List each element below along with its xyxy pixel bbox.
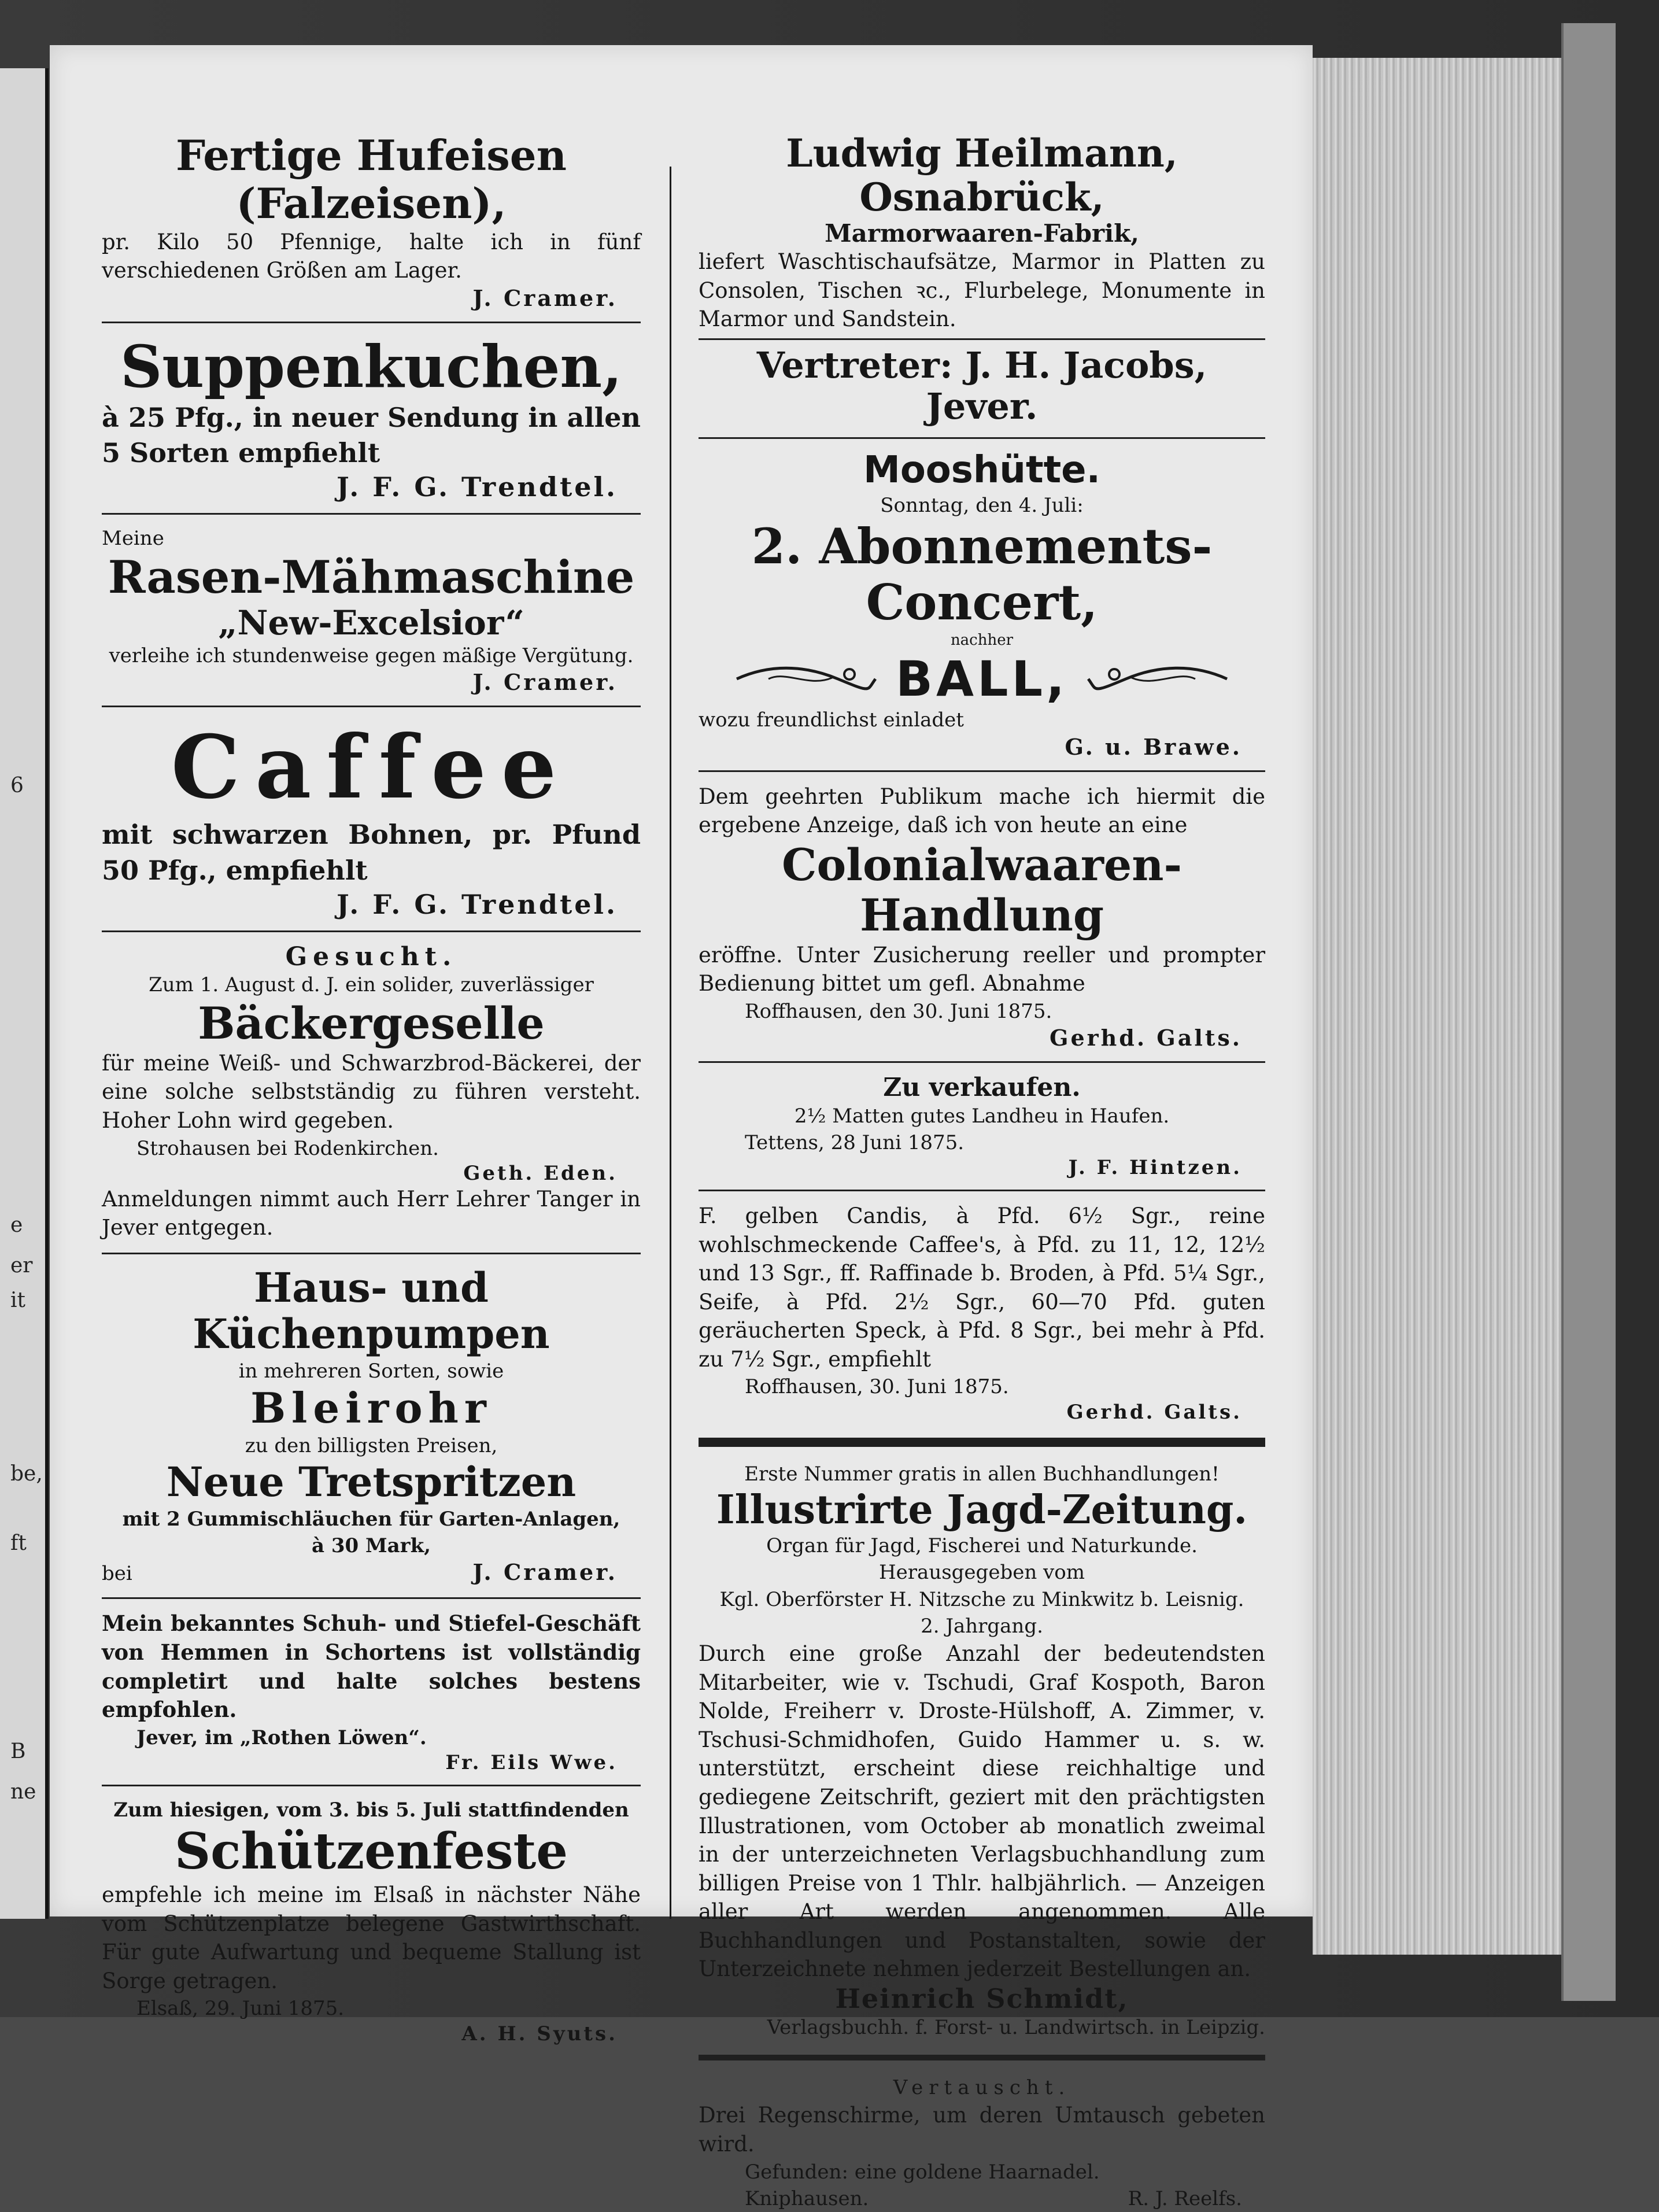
left-fragment: ft <box>10 1531 27 1555</box>
ad-line: in mehreren Sorten, sowie <box>238 1359 504 1383</box>
ad-place: Roffhausen, 30. Juni 1875. <box>745 1375 1009 1399</box>
found-value: eine goldene Haarnadel. <box>854 2160 1100 2184</box>
divider <box>102 513 641 515</box>
ad-body: F. gelben Candis, à Pfd. 6½ Sgr., reine wohlschmeckende Caffee's, à Pfd. zu 11, 12, 12½ und 13 Sgr., ff. Raffinade b. Broden, à Pfd. 5¼ Sgr., Seife, à Pfd. 2½ Sgr., 60—70 Pfd. guten geräucherten Speck, à Pfd. 8 Sgr., bei mehr à Pfd. zu 7½ Sgr., empfiehlt <box>699 1203 1265 1372</box>
ad-suppenkuchen <box>102 334 641 503</box>
divider <box>102 1785 641 1786</box>
ad-body: Dem geehrten Publikum mache ich hiermit die ergebene Anzeige, daß ich von heute an eine <box>699 784 1265 838</box>
ad-vertauscht <box>699 2074 1265 2212</box>
ad-line: 2. Jahrgang. <box>921 1614 1043 1638</box>
ad-pumpen <box>102 1265 641 1587</box>
divider <box>102 706 641 707</box>
ad-representative: Vertreter: J. H. Jacobs, Jever. <box>756 344 1207 428</box>
ad-signature: J. F. Hintzen. <box>1068 1156 1242 1179</box>
left-fragment: ne <box>10 1780 36 1804</box>
ad-title: Illustrirte Jagd-Zeitung. <box>716 1486 1248 1533</box>
ad-body: mit schwarzen Bohnen, pr. Pfund 50 Pfg., empfiehlt <box>102 819 641 886</box>
ad-line: Zum hiesigen, vom 3. bis 5. Juli stattfindenden <box>113 1798 629 1822</box>
ad-subtitle: Marmorwaaren-Fabrik, <box>825 219 1139 248</box>
ad-bei: bei <box>102 1562 132 1586</box>
ad-signature: J. F. G. Trendtel. <box>337 888 618 920</box>
ad-title: Schützenfeste <box>175 1822 568 1881</box>
newspaper-page <box>50 45 1313 2210</box>
ad-body: liefert Waschtischaufsätze, Marmor in Platten zu Consolen, Tischen ꝛc., Flurbelege, Monumente in Marmor und Sandstein. <box>699 249 1265 332</box>
ad-rasenmaeher <box>102 525 641 695</box>
ad-colonialwaaren <box>699 782 1265 1051</box>
ad-title: Colonialwaaren-Handlung <box>781 839 1183 941</box>
ad-nachher: nachher <box>950 632 1014 649</box>
left-fragment: it <box>10 1288 25 1312</box>
ad-schuhgeschaeft <box>102 1609 641 1774</box>
divider <box>699 1061 1265 1063</box>
ad-signature: J. Cramer. <box>472 669 618 695</box>
divider <box>699 437 1265 439</box>
ad-line: à 30 Mark, <box>312 1534 431 1557</box>
ad-body: verleihe ich stundenweise gegen mäßige Vergütung. <box>109 644 634 667</box>
ad-title: Mooshütte. <box>863 449 1100 492</box>
right-column <box>699 132 1265 2212</box>
ad-line: Zum 1. August d. J. ein solider, zuverlässiger <box>149 973 594 997</box>
ad-signature: J. Cramer. <box>472 1559 618 1586</box>
ad-hufeisen <box>102 132 641 311</box>
ornament-left-icon <box>734 662 878 696</box>
ad-baeckergeselle <box>102 943 641 1242</box>
ad-title: Ludwig Heilmann, Osnabrück, <box>786 131 1178 220</box>
ad-title: Haus- und Küchenpumpen <box>193 1263 550 1358</box>
ad-invite: wozu freundlichst einladet <box>699 708 964 732</box>
ad-heilmann <box>699 132 1265 427</box>
ad-title: Bäckergeselle <box>198 998 545 1050</box>
ad-subtitle: „New-Excelsior“ <box>218 603 524 642</box>
ad-signature: J. F. G. Trendtel. <box>337 471 618 503</box>
ornament-right-icon <box>1085 662 1230 696</box>
divider <box>102 930 641 932</box>
divider <box>102 1597 641 1599</box>
ad-place: Jever, im „Rothen Löwen“. <box>136 1726 427 1749</box>
ad-line: zu den billigsten Preisen, <box>245 1434 498 1457</box>
divider <box>699 770 1265 772</box>
ad-zu-verkaufen <box>699 1073 1265 1179</box>
ad-place: Elsaß, 29. Juni 1875. <box>136 1997 345 2021</box>
ad-body: Drei Regenschirme, um deren Umtausch gebeten wird. <box>699 2103 1265 2156</box>
ad-title: Fertige Hufeisen (Falzeisen), <box>176 131 567 228</box>
left-fragment: B <box>10 1740 26 1763</box>
ad-body: eröffne. Unter Zusicherung reeller und prompter Bedienung bittet um gefl. Abnahme <box>699 942 1265 996</box>
ad-candis <box>699 1202 1265 1424</box>
ad-body: Durch eine große Anzahl der bedeutendsten Mitarbeiter, wie v. Tschudi, Graf Kospoth, Baron Nolde, Freiherr v. Droste-Hülshoff, A. Zimmer, v. Tschusi-Schmidhofen, Guido Hammer u. s. w. unterstützt, erscheint diese reichhaltige und gediegene Zeitschrift, geziert mit den prächtigsten Illustrationen, vom October ab monatlich zweimal in der unterzeichneten Verlagsbuchhandlung zum billigen Preise von 1 Thlr. halbjährlich. — Anzeigen aller Art werden angenommen. Alle Buchhandlungen und Postanstalten, sowie der Unterzeichnete nehmen jederzeit Bestellungen an. <box>699 1641 1265 1982</box>
divider <box>699 338 1265 340</box>
ad-signature: Gerhd. Galts. <box>1050 1024 1242 1051</box>
ball-ornament <box>699 651 1265 707</box>
divider <box>102 1253 641 1254</box>
ad-title2: Bleirohr <box>250 1383 492 1433</box>
ad-body: 2½ Matten gutes Landheu in Haufen. <box>794 1104 1170 1128</box>
column-rule <box>670 167 671 1919</box>
ad-body: für meine Weiß- und Schwarzbrod-Bäckerei, der eine solche selbstständig zu führen versteht. Hoher Lohn wird gegeben. <box>102 1050 641 1133</box>
left-fragment: be, <box>10 1462 43 1486</box>
book-cover-edge <box>1561 23 1616 2001</box>
ad-body: à 25 Pfg., in neuer Sendung in allen 5 Sorten empfiehlt <box>102 401 641 469</box>
ad-title: Rasen-Mähmaschine <box>108 551 635 604</box>
ad-line: Kgl. Oberförster H. Nitzsche zu Minkwitz b. Leisnig. <box>719 1587 1244 1611</box>
ad-jagdzeitung <box>699 1461 1265 2041</box>
left-page-edge <box>0 68 49 1919</box>
book-page-edges <box>1313 58 1584 1955</box>
ad-line: Erste Nummer gratis in allen Buchhandlungen! <box>744 1462 1220 1486</box>
divider <box>102 322 641 323</box>
ad-pre: Meine <box>102 527 164 550</box>
left-fragment: 6 <box>10 774 24 797</box>
left-fragment: e <box>10 1213 23 1237</box>
found-label: Gefunden: <box>745 2160 848 2184</box>
ad-title: Zu verkaufen. <box>883 1072 1081 1102</box>
ad-signature: Geth. Eden. <box>463 1161 618 1185</box>
ad-title3: Neue Tretspritzen <box>166 1458 577 1506</box>
divider <box>699 1190 1265 1191</box>
ad-head: Vertauscht. <box>893 2076 1071 2100</box>
ad-signature: Fr. Eils Wwe. <box>445 1751 618 1774</box>
ad-title: Caffee <box>171 716 572 818</box>
ad-place: Kniphausen. <box>745 2187 869 2210</box>
ad-caffee <box>102 718 641 920</box>
ad-date: Sonntag, den 4. Juli: <box>880 494 1084 517</box>
ad-line: Herausgegeben vom <box>879 1561 1085 1585</box>
ad-title2: 2. Abonnements-Concert, <box>751 518 1213 631</box>
ad-mooshuette <box>699 449 1265 759</box>
left-fragment: er <box>10 1254 33 1277</box>
ad-note: Anmeldungen nimmt auch Herr Lehrer Tanger in Jever entgegen. <box>102 1186 641 1240</box>
ad-body: pr. Kilo 50 Pfennige, halte ich in fünf verschiedenen Größen am Lager. <box>102 229 641 283</box>
ad-line: Organ für Jagd, Fischerei und Naturkunde. <box>766 1534 1198 1558</box>
ad-signature: Gerhd. Galts. <box>1066 1400 1242 1424</box>
ad-head: Gesucht. <box>285 941 457 972</box>
ad-signature-line: Verlagsbuchh. f. Forst- u. Landwirtsch. in Leipzig. <box>767 2015 1265 2039</box>
ad-signature: Heinrich Schmidt, <box>835 1983 1129 2014</box>
ad-place: Strohausen bei Rodenkirchen. <box>136 1136 439 1160</box>
ad-place: Roffhausen, den 30. Juni 1875. <box>745 999 1052 1023</box>
ad-signature: R. J. Reelfs. <box>1128 2187 1242 2210</box>
ad-signature: A. H. Syuts. <box>461 2022 618 2045</box>
ad-signature: G. u. Brawe. <box>1065 733 1242 760</box>
ad-schuetzenfest <box>102 1797 641 2045</box>
ad-body: Mein bekanntes Schuh- und Stiefel-Geschäft von Hemmen in Schortens ist vollständig completirt und halte solches bestens empfohlen. <box>102 1611 641 1723</box>
thick-divider <box>699 2055 1265 2060</box>
thick-divider <box>699 1438 1265 1447</box>
left-column <box>102 132 641 2045</box>
ad-signature: J. Cramer. <box>472 285 618 311</box>
ad-ball: BALL, <box>896 650 1068 707</box>
ad-title: Suppenkuchen, <box>120 332 622 401</box>
ad-line: mit 2 Gummischläuchen für Garten-Anlagen, <box>122 1507 620 1531</box>
ad-place: Tettens, 28 Juni 1875. <box>745 1131 965 1154</box>
ad-body: empfehle ich meine im Elsaß in nächster Nähe vom Schützenplatze belegene Gastwirthschaft. Für gute Aufwartung und bequeme Stallung ist Sorge getragen. <box>102 1882 641 1993</box>
